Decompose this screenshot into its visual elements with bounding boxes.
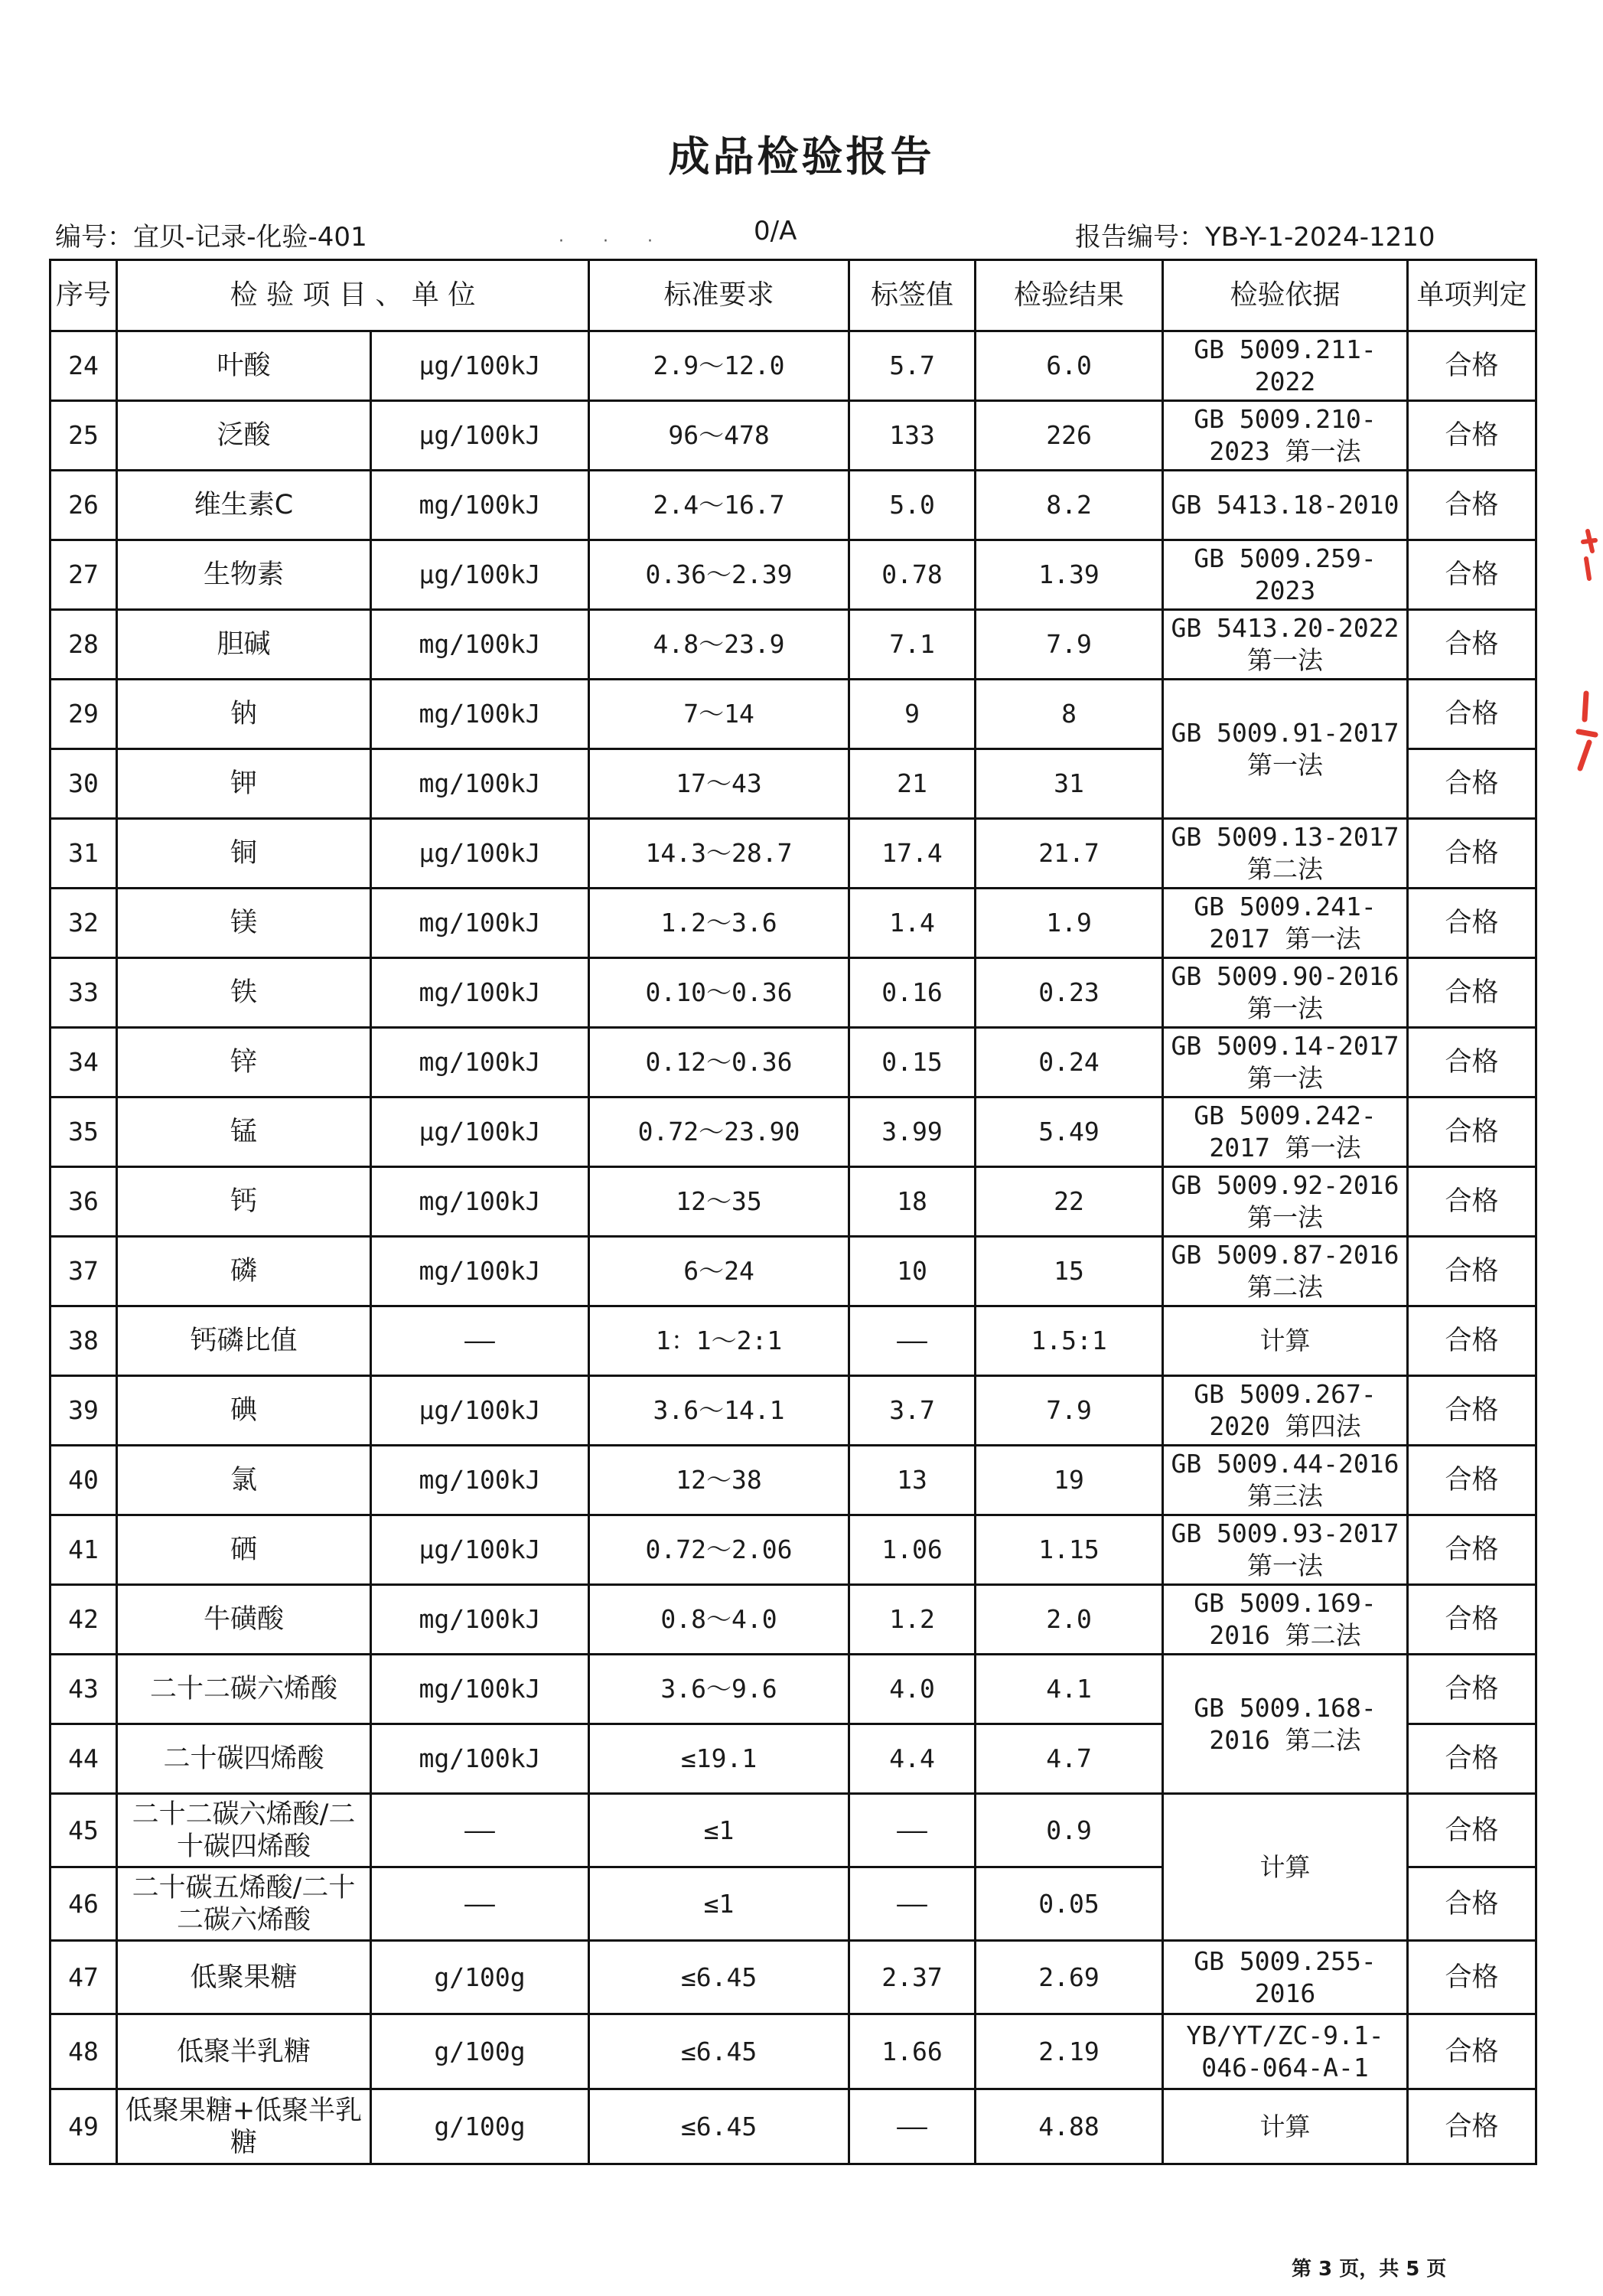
cell-label-value: 133 xyxy=(849,401,976,471)
cell-seq: 34 xyxy=(51,1028,117,1097)
table-row xyxy=(51,889,1536,958)
cell-item-name: 镁 xyxy=(117,889,371,958)
cell-result: 4.7 xyxy=(976,1724,1163,1794)
cell-unit: g/100g xyxy=(371,2014,589,2089)
cell-item-name: 低聚果糖 xyxy=(117,1941,371,2014)
cell-basis: GB 5009.267-2020 第四法 xyxy=(1163,1376,1408,1446)
cell-item-name: 锌 xyxy=(117,1028,371,1097)
red-seal-fragment-bottom xyxy=(1572,689,1600,773)
header-standard: 标准要求 xyxy=(589,260,849,331)
header-basis: 检验依据 xyxy=(1163,260,1408,331)
cell-unit: μg/100kJ xyxy=(371,1097,589,1167)
cell-standard: 0.72～2.06 xyxy=(589,1515,849,1585)
cell-standard: 12～35 xyxy=(589,1167,849,1237)
cell-verdict: 合格 xyxy=(1408,1724,1536,1794)
cell-label-value: 0.15 xyxy=(849,1028,976,1097)
cell-verdict: 合格 xyxy=(1408,1515,1536,1585)
cell-standard: 14.3～28.7 xyxy=(589,819,849,889)
header-label-value: 标签值 xyxy=(849,260,976,331)
cell-result: 1.15 xyxy=(976,1515,1163,1585)
cell-verdict: 合格 xyxy=(1408,749,1536,819)
cell-basis: 计算 xyxy=(1163,1794,1408,1941)
cell-standard: 1.2～3.6 xyxy=(589,889,849,958)
cell-result: 22 xyxy=(976,1167,1163,1237)
table-row xyxy=(51,1655,1536,1724)
cell-verdict: 合格 xyxy=(1408,540,1536,610)
cell-unit: —— xyxy=(371,1867,589,1941)
cell-standard: 6～24 xyxy=(589,1237,849,1306)
cell-result: 1.39 xyxy=(976,540,1163,610)
cell-result: 1.9 xyxy=(976,889,1163,958)
cell-label-value: 3.7 xyxy=(849,1376,976,1446)
table-row xyxy=(51,1941,1536,2014)
cell-verdict: 合格 xyxy=(1408,1794,1536,1867)
cell-standard: 12～38 xyxy=(589,1446,849,1515)
cell-item-name: 低聚果糖+低聚半乳糖 xyxy=(117,2089,371,2164)
cell-item-name: 硒 xyxy=(117,1515,371,1585)
cell-seq: 47 xyxy=(51,1941,117,2014)
cell-basis: GB 5009.93-2017 第一法 xyxy=(1163,1515,1408,1585)
cell-seq: 32 xyxy=(51,889,117,958)
cell-seq: 35 xyxy=(51,1097,117,1167)
table-row xyxy=(51,1237,1536,1306)
report-number: 报告编号：YB-Y-1-2024-1210 xyxy=(1075,222,1435,253)
cell-standard: ≤19.1 xyxy=(589,1724,849,1794)
cell-result: 15 xyxy=(976,1237,1163,1306)
header-result: 检验结果 xyxy=(976,260,1163,331)
cell-standard: ≤1 xyxy=(589,1867,849,1941)
cell-item-name: 铁 xyxy=(117,958,371,1028)
cell-result: 2.19 xyxy=(976,2014,1163,2089)
cell-item-name: 磷 xyxy=(117,1237,371,1306)
cell-unit: mg/100kJ xyxy=(371,958,589,1028)
cell-seq: 36 xyxy=(51,1167,117,1237)
cell-basis: 计算 xyxy=(1163,1306,1408,1376)
cell-standard: 0.12～0.36 xyxy=(589,1028,849,1097)
cell-unit: —— xyxy=(371,1306,589,1376)
cell-standard: 0.72～23.90 xyxy=(589,1097,849,1167)
cell-verdict: 合格 xyxy=(1408,1941,1536,2014)
cell-label-value: 1.66 xyxy=(849,2014,976,2089)
cell-seq: 38 xyxy=(51,1306,117,1376)
table-row xyxy=(51,1794,1536,1867)
cell-unit: mg/100kJ xyxy=(371,1237,589,1306)
cell-label-value: —— xyxy=(849,1794,976,1867)
cell-result: 21.7 xyxy=(976,819,1163,889)
cell-seq: 46 xyxy=(51,1867,117,1941)
cell-basis: YB/YT/ZC-9.1-046-064-A-1 xyxy=(1163,2014,1408,2089)
cell-standard: 17～43 xyxy=(589,749,849,819)
cell-verdict: 合格 xyxy=(1408,889,1536,958)
cell-verdict: 合格 xyxy=(1408,1655,1536,1724)
cell-verdict: 合格 xyxy=(1408,2014,1536,2089)
cell-unit: mg/100kJ xyxy=(371,1028,589,1097)
cell-result: 7.9 xyxy=(976,610,1163,680)
cell-basis: GB 5009.13-2017 第二法 xyxy=(1163,819,1408,889)
cell-standard: 3.6～9.6 xyxy=(589,1655,849,1724)
cell-result: 0.24 xyxy=(976,1028,1163,1097)
report-title: 成品检验报告 xyxy=(668,132,935,181)
cell-item-name: 钾 xyxy=(117,749,371,819)
cell-item-name: 碘 xyxy=(117,1376,371,1446)
cell-seq: 31 xyxy=(51,819,117,889)
table-row xyxy=(51,1376,1536,1446)
cell-result: 2.0 xyxy=(976,1585,1163,1655)
cell-seq: 40 xyxy=(51,1446,117,1515)
cell-basis: GB 5009.211-2022 xyxy=(1163,331,1408,401)
cell-result: 4.88 xyxy=(976,2089,1163,2164)
cell-basis: GB 5009.241-2017 第一法 xyxy=(1163,889,1408,958)
cell-unit: g/100g xyxy=(371,1941,589,2014)
cell-label-value: 1.2 xyxy=(849,1585,976,1655)
cell-seq: 45 xyxy=(51,1794,117,1867)
cell-label-value: 7.1 xyxy=(849,610,976,680)
cell-item-name: 钠 xyxy=(117,680,371,749)
cell-unit: mg/100kJ xyxy=(371,610,589,680)
cell-verdict: 合格 xyxy=(1408,610,1536,680)
cell-unit: mg/100kJ xyxy=(371,1655,589,1724)
table-row xyxy=(51,819,1536,889)
cell-basis: GB 5009.92-2016 第一法 xyxy=(1163,1167,1408,1237)
cell-basis: GB 5009.210-2023 第一法 xyxy=(1163,401,1408,471)
cell-result: 8.2 xyxy=(976,471,1163,540)
cell-result: 4.1 xyxy=(976,1655,1163,1724)
cell-result: 8 xyxy=(976,680,1163,749)
cell-basis: GB 5009.259-2023 xyxy=(1163,540,1408,610)
cell-label-value: 18 xyxy=(849,1167,976,1237)
seal-fragment-icon xyxy=(1572,689,1600,773)
cell-standard: 0.36～2.39 xyxy=(589,540,849,610)
cell-item-name: 泛酸 xyxy=(117,401,371,471)
record-number: 编号：宜贝-记录-化验-401 xyxy=(55,222,367,253)
cell-basis: GB 5009.44-2016 第三法 xyxy=(1163,1446,1408,1515)
cell-result: 31 xyxy=(976,749,1163,819)
header-verdict: 单项判定 xyxy=(1408,260,1536,331)
red-seal-fragment-top xyxy=(1572,528,1600,582)
cell-label-value: —— xyxy=(849,1867,976,1941)
cell-item-name: 二十二碳六烯酸 xyxy=(117,1655,371,1724)
cell-seq: 29 xyxy=(51,680,117,749)
cell-seq: 42 xyxy=(51,1585,117,1655)
cell-label-value: 4.0 xyxy=(849,1655,976,1724)
cell-result: 5.49 xyxy=(976,1097,1163,1167)
cell-item-name: 低聚半乳糖 xyxy=(117,2014,371,2089)
cell-basis: GB 5413.18-2010 xyxy=(1163,471,1408,540)
cell-label-value: —— xyxy=(849,2089,976,2164)
cell-verdict: 合格 xyxy=(1408,1376,1536,1446)
cell-label-value: 4.4 xyxy=(849,1724,976,1794)
cell-standard: ≤6.45 xyxy=(589,2089,849,2164)
cell-label-value: 1.4 xyxy=(849,889,976,958)
cell-label-value: 9 xyxy=(849,680,976,749)
cell-basis: 计算 xyxy=(1163,2089,1408,2164)
cell-verdict: 合格 xyxy=(1408,1446,1536,1515)
cell-item-name: 铜 xyxy=(117,819,371,889)
table-row xyxy=(51,1306,1536,1376)
cell-standard: 2.9～12.0 xyxy=(589,331,849,401)
cell-seq: 26 xyxy=(51,471,117,540)
cell-basis: GB 5009.87-2016 第二法 xyxy=(1163,1237,1408,1306)
cell-standard: 96～478 xyxy=(589,401,849,471)
cell-seq: 44 xyxy=(51,1724,117,1794)
cell-standard: 3.6～14.1 xyxy=(589,1376,849,1446)
cell-unit: mg/100kJ xyxy=(371,889,589,958)
cell-label-value: 1.06 xyxy=(849,1515,976,1585)
cell-label-value: 0.78 xyxy=(849,540,976,610)
cell-item-name: 二十碳五烯酸/二十二碳六烯酸 xyxy=(117,1867,371,1941)
table-row xyxy=(51,331,1536,401)
table-row xyxy=(51,958,1536,1028)
cell-seq: 43 xyxy=(51,1655,117,1724)
cell-result: 1.5:1 xyxy=(976,1306,1163,1376)
cell-item-name: 胆碱 xyxy=(117,610,371,680)
cell-seq: 39 xyxy=(51,1376,117,1446)
cell-unit: mg/100kJ xyxy=(371,471,589,540)
cell-verdict: 合格 xyxy=(1408,1585,1536,1655)
cell-unit: μg/100kJ xyxy=(371,819,589,889)
cell-basis: GB 5009.90-2016 第一法 xyxy=(1163,958,1408,1028)
cell-basis: GB 5009.169-2016 第二法 xyxy=(1163,1585,1408,1655)
page-footer: 第 3 页，共 5 页 xyxy=(1292,2258,1447,2281)
cell-result: 2.69 xyxy=(976,1941,1163,2014)
cell-unit: μg/100kJ xyxy=(371,331,589,401)
cell-verdict: 合格 xyxy=(1408,1237,1536,1306)
cell-verdict: 合格 xyxy=(1408,819,1536,889)
cell-unit: μg/100kJ xyxy=(371,401,589,471)
cell-basis: GB 5009.255-2016 xyxy=(1163,1941,1408,2014)
cell-verdict: 合格 xyxy=(1408,1028,1536,1097)
cell-unit: μg/100kJ xyxy=(371,1515,589,1585)
cell-label-value: 0.16 xyxy=(849,958,976,1028)
cell-item-name: 钙磷比值 xyxy=(117,1306,371,1376)
cell-unit: μg/100kJ xyxy=(371,540,589,610)
table-row xyxy=(51,471,1536,540)
cell-standard: ≤6.45 xyxy=(589,1941,849,2014)
cell-result: 0.23 xyxy=(976,958,1163,1028)
cell-standard: ≤1 xyxy=(589,1794,849,1867)
cell-unit: mg/100kJ xyxy=(371,1167,589,1237)
table-row xyxy=(51,610,1536,680)
cell-verdict: 合格 xyxy=(1408,680,1536,749)
cell-seq: 41 xyxy=(51,1515,117,1585)
cell-unit: g/100g xyxy=(371,2089,589,2164)
cell-standard: 0.10～0.36 xyxy=(589,958,849,1028)
cell-result: 7.9 xyxy=(976,1376,1163,1446)
cell-verdict: 合格 xyxy=(1408,1097,1536,1167)
cell-unit: mg/100kJ xyxy=(371,1446,589,1515)
cell-basis: GB 5009.242-2017 第一法 xyxy=(1163,1097,1408,1167)
revision: 0/A xyxy=(754,216,797,246)
table-row xyxy=(51,1515,1536,1585)
cell-standard: 1：1～2:1 xyxy=(589,1306,849,1376)
header-seq: 序号 xyxy=(51,260,117,331)
table-row xyxy=(51,540,1536,610)
cell-item-name: 维生素C xyxy=(117,471,371,540)
cell-seq: 37 xyxy=(51,1237,117,1306)
cell-label-value: —— xyxy=(849,1306,976,1376)
cell-item-name: 叶酸 xyxy=(117,331,371,401)
cell-seq: 49 xyxy=(51,2089,117,2164)
cell-label-value: 21 xyxy=(849,749,976,819)
cell-standard: 0.8～4.0 xyxy=(589,1585,849,1655)
table-row xyxy=(51,680,1536,749)
cell-unit: mg/100kJ xyxy=(371,1585,589,1655)
cell-unit: mg/100kJ xyxy=(371,680,589,749)
cell-label-value: 2.37 xyxy=(849,1941,976,2014)
cell-standard: ≤6.45 xyxy=(589,2014,849,2089)
table-row xyxy=(51,1097,1536,1167)
cell-result: 226 xyxy=(976,401,1163,471)
cell-item-name: 牛磺酸 xyxy=(117,1585,371,1655)
cell-verdict: 合格 xyxy=(1408,1867,1536,1941)
cell-unit: —— xyxy=(371,1794,589,1867)
table-row xyxy=(51,2089,1536,2164)
cell-item-name: 锰 xyxy=(117,1097,371,1167)
cell-seq: 24 xyxy=(51,331,117,401)
table-header-row xyxy=(51,260,1536,331)
cell-verdict: 合格 xyxy=(1408,401,1536,471)
cell-seq: 33 xyxy=(51,958,117,1028)
cell-basis: GB 5009.168-2016 第二法 xyxy=(1163,1655,1408,1794)
cell-result: 6.0 xyxy=(976,331,1163,401)
cell-item-name: 钙 xyxy=(117,1167,371,1237)
cell-verdict: 合格 xyxy=(1408,331,1536,401)
cell-label-value: 17.4 xyxy=(849,819,976,889)
cell-result: 0.9 xyxy=(976,1794,1163,1867)
cell-result: 0.05 xyxy=(976,1867,1163,1941)
cell-item-name: 生物素 xyxy=(117,540,371,610)
cell-seq: 30 xyxy=(51,749,117,819)
table-row xyxy=(51,401,1536,471)
cell-item-name: 二十二碳六烯酸/二十碳四烯酸 xyxy=(117,1794,371,1867)
cell-unit: mg/100kJ xyxy=(371,749,589,819)
table-row xyxy=(51,1028,1536,1097)
cell-basis: GB 5009.14-2017 第一法 xyxy=(1163,1028,1408,1097)
cell-label-value: 3.99 xyxy=(849,1097,976,1167)
cell-item-name: 二十碳四烯酸 xyxy=(117,1724,371,1794)
cell-result: 19 xyxy=(976,1446,1163,1515)
table-row xyxy=(51,1585,1536,1655)
table-row xyxy=(51,2014,1536,2089)
cell-label-value: 5.0 xyxy=(849,471,976,540)
cell-seq: 28 xyxy=(51,610,117,680)
table-row xyxy=(51,1446,1536,1515)
cell-seq: 48 xyxy=(51,2014,117,2089)
cell-unit: mg/100kJ xyxy=(371,1724,589,1794)
cell-verdict: 合格 xyxy=(1408,1306,1536,1376)
cell-standard: 2.4～16.7 xyxy=(589,471,849,540)
cell-basis: GB 5009.91-2017 第一法 xyxy=(1163,680,1408,819)
cell-verdict: 合格 xyxy=(1408,958,1536,1028)
seal-fragment-icon xyxy=(1572,528,1600,582)
cell-label-value: 13 xyxy=(849,1446,976,1515)
cell-item-name: 氯 xyxy=(117,1446,371,1515)
scan-specks: · · · xyxy=(559,232,670,251)
cell-label-value: 10 xyxy=(849,1237,976,1306)
table-row xyxy=(51,1167,1536,1237)
cell-label-value: 5.7 xyxy=(849,331,976,401)
cell-standard: 7～14 xyxy=(589,680,849,749)
cell-standard: 4.8～23.9 xyxy=(589,610,849,680)
cell-verdict: 合格 xyxy=(1408,2089,1536,2164)
cell-verdict: 合格 xyxy=(1408,471,1536,540)
cell-verdict: 合格 xyxy=(1408,1167,1536,1237)
cell-seq: 27 xyxy=(51,540,117,610)
cell-seq: 25 xyxy=(51,401,117,471)
inspection-table xyxy=(49,259,1537,2165)
cell-unit: μg/100kJ xyxy=(371,1376,589,1446)
cell-basis: GB 5413.20-2022 第一法 xyxy=(1163,610,1408,680)
header-item-unit: 检 验 项 目 、 单 位 xyxy=(117,260,589,331)
